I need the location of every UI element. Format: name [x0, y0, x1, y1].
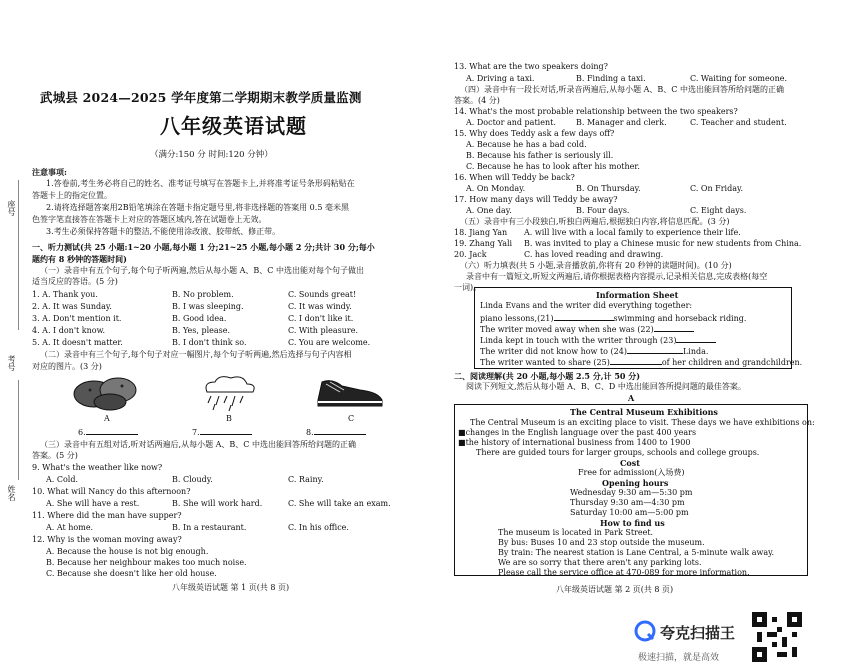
museum-intro: The Central Museum is an exciting place to visit. These days we have exhibitions on: — [470, 418, 815, 427]
section1-instr: （一）录音中有五个句子,每个句子听两遍,然后从每小题 A、B、C 中选出能对每个句子做出 — [40, 266, 364, 275]
question-option: B. In a restaurant. — [172, 523, 247, 532]
sneaker-picture — [312, 370, 388, 412]
blank-line — [314, 426, 366, 435]
question-10: 10. What will Nancy do this afternoon? — [32, 487, 191, 496]
notice-heading: 注意事项: — [32, 167, 67, 177]
info-text: Linda. — [682, 347, 709, 356]
question-option: B. Manager and clerk. — [576, 118, 667, 127]
info-text: piano lessons,(21) — [480, 314, 554, 323]
watermark-subtitle: 极速扫描，就是高效 — [638, 653, 720, 663]
match-option: B. was invited to play a Chinese music for new students from China. — [524, 239, 802, 248]
info-text: The writer did not know how to (24) — [480, 347, 627, 356]
section5-instr: （五）录音中有三小段独白,听独白两遍后,根据独白内容,将信息匹配。(3 分) — [460, 217, 730, 226]
answer-blank-7 — [192, 426, 252, 438]
info-text: of her children and grandchildren. — [661, 358, 803, 367]
question-option: A. Because the house is not big enough. — [46, 547, 209, 556]
section6-instr-cont: 录音中有一篇短文,听短文两遍后,请你根据表格内容提示,记录相关信息,完成表格(每空 — [466, 272, 768, 281]
museum-bullet — [458, 428, 696, 438]
blank-22[interactable] — [654, 323, 694, 332]
watermark-name: 夸克扫描王 — [660, 624, 736, 642]
hours-line: Saturday 10:00 am—5:00 pm — [570, 508, 689, 517]
section2-instr: （二）录音中有三个句子,每个句子对应一幅图片,每个句子听两遍,然后选择与句子内容相 — [40, 350, 352, 359]
hours-heading: Opening hours — [602, 478, 669, 488]
question-option: C. Sounds great! — [288, 290, 357, 299]
answer-blank-8 — [306, 426, 366, 438]
bullet-text: the history of international business from 1400 to 1900 — [465, 438, 691, 447]
part2-heading: 二、阅读理解(共 20 小题,每小题 2.5 分,计 50 分) — [454, 371, 641, 381]
blank-number: 8. — [306, 428, 314, 437]
picture-label-a: A — [104, 414, 110, 423]
find-line: Please call the service office at 470-089 for more information. — [498, 568, 750, 577]
part1-heading: 一、听力测试(共 25 小题:1~20 小题,每小题 1 分;21~25 小题,每小题 2 分;共计 30 分;每小 — [32, 242, 375, 252]
answer-blank-6 — [78, 426, 138, 438]
question-option: 4. A. I don't know. — [32, 326, 106, 335]
info-sheet-title: Information Sheet — [596, 290, 679, 300]
question-option: C. You are welcome. — [288, 338, 371, 347]
section4-instr-cont: 答案。(4 分) — [454, 96, 500, 105]
match-item: 18. Jiang Yan — [454, 228, 508, 237]
info-line: Linda Evans and the writer did everything together: — [480, 301, 693, 310]
scanner-logo-icon — [634, 620, 656, 642]
exam-number-label: 考号 — [7, 355, 16, 371]
question-17: 17. How many days will Teddy be away? — [454, 195, 618, 204]
notice-line: 色签字笔直接答在答题卡上对应的答题区域内,答在试题卷上无效。 — [32, 215, 267, 224]
blank-23[interactable] — [676, 334, 716, 343]
question-14: 14. What's the most probable relationship between the two speakers? — [454, 107, 738, 116]
question-option: C. It was windy. — [288, 302, 352, 311]
question-11: 11. Where did the man have supper? — [32, 511, 182, 520]
question-16: 16. When will Teddy be back? — [454, 173, 575, 182]
question-option: B. She will work hard. — [172, 499, 263, 508]
question-option: A. Cold. — [46, 475, 79, 484]
question-option: A. At home. — [46, 523, 94, 532]
section6-instr-cont2: 一词)。 — [454, 283, 482, 292]
seat-number-label: 座号 — [7, 200, 16, 216]
cost-text: Free for admission(入场费) — [578, 468, 685, 477]
part2-instr: 阅读下列短文,然后从每小题 A、B、C、D 中选出能回答所提问题的最佳答案。 — [466, 382, 746, 391]
museum-tours: There are guided tours for larger groups, schools and college groups. — [476, 448, 760, 457]
notice-line: 3.考生必须保持答题卡的整洁,不能使用涂改液、胶带纸、修正带。 — [46, 227, 281, 236]
question-option: 3. A. Don't mention it. — [32, 314, 122, 323]
match-item: 19. Zhang Yali — [454, 239, 513, 248]
question-option: C. On Friday. — [690, 184, 743, 193]
find-line: The museum is located in Park Street. — [498, 528, 654, 537]
picture-label-b: B — [226, 414, 232, 423]
question-option: C. Teacher and student. — [690, 118, 787, 127]
exam-title: 武城县 2024—2025 学年度第二学期期末教学质量监测 — [40, 90, 362, 105]
museum-title: The Central Museum Exhibitions — [570, 407, 718, 417]
question-option: C. I don't like it. — [288, 314, 354, 323]
hours-line: Wednesday 9:30 am—5:30 pm — [570, 488, 693, 497]
section1-instr-cont: 适当反应的答语。(5 分) — [32, 277, 118, 286]
section3-instr-cont: 答案。(5 分) — [32, 451, 78, 460]
passage-a-label: A — [628, 393, 635, 403]
notice-line: 2.请将选择题答案用2B铅笔填涂在答题卡指定题号里,将非选择题的答案用 0.5 毫米黑 — [46, 203, 349, 212]
section3-instr: （三）录音中有五组对话,听对话两遍后,从每小题 A、B、C 中选出能回答所给问题的正确 — [40, 440, 356, 449]
bullet-text: changes in the English language over the past 400 years — [465, 428, 697, 437]
question-option: B. Because his father is seriously ill. — [466, 151, 614, 160]
question-option: A. Driving a taxi. — [466, 74, 535, 83]
find-heading: How to find us — [600, 518, 665, 528]
question-option: B. Cloudy. — [172, 475, 213, 484]
name-label: 姓名 — [7, 485, 16, 501]
match-option: A. will live with a local family to experience their life. — [524, 228, 741, 237]
blank-25[interactable] — [610, 356, 662, 365]
rain-cloud-picture — [195, 372, 261, 412]
question-option: C. She will take an exam. — [288, 499, 391, 508]
page-footer-right: 八年级英语试题 第 2 页(共 8 页) — [556, 585, 674, 594]
blank-24[interactable] — [627, 345, 683, 354]
question-option: B. On Thursday. — [576, 184, 641, 193]
info-text: The writer moved away when she was (22) — [480, 325, 654, 334]
find-line: By train: The nearest station is Lane Central, a 5-minute walk away. — [498, 548, 775, 557]
blank-number: 7. — [192, 428, 200, 437]
question-option: B. Yes, please. — [172, 326, 231, 335]
paper-title: 八年级英语试题 — [160, 114, 307, 138]
notice-line: 答题卡上的指定位置。 — [32, 191, 112, 200]
section6-instr: （六）听力填表(共 5 小题,录音播放前,你将有 20 秒钟的读题时间)。(10 分) — [460, 261, 732, 270]
square-bullet-icon: ■ — [458, 428, 466, 437]
question-option: B. Four days. — [576, 206, 630, 215]
question-option: C. Rainy. — [288, 475, 324, 484]
cost-heading: Cost — [620, 458, 640, 468]
blank-number: 6. — [78, 428, 86, 437]
info-line — [480, 356, 802, 368]
info-text: swimming and horseback riding. — [613, 314, 747, 323]
question-option: C. Because she doesn't like her old house. — [46, 569, 217, 578]
question-13: 13. What are the two speakers doing? — [454, 62, 608, 71]
question-12: 12. Why is the woman moving away? — [32, 535, 182, 544]
blank-21[interactable] — [554, 312, 614, 321]
question-option: A. One day. — [466, 206, 512, 215]
section2-instr-cont: 对应的图片。(3 分) — [32, 362, 102, 371]
question-option: B. Finding a taxi. — [576, 74, 646, 83]
square-bullet-icon: ■ — [458, 438, 466, 447]
side-divider-2 — [18, 380, 19, 480]
hours-line: Thursday 9:30 am—4:30 pm — [570, 498, 685, 507]
question-option: B. Good idea. — [172, 314, 227, 323]
side-divider-1 — [18, 180, 19, 330]
question-option: 2. A. It was Sunday. — [32, 302, 112, 311]
question-option: 1. A. Thank you. — [32, 290, 98, 299]
qr-code-icon — [752, 612, 802, 662]
score-time: （满分:150 分 时间:120 分钟） — [150, 150, 273, 160]
question-option: C. Eight days. — [690, 206, 747, 215]
question-option: B. I was sleeping. — [172, 302, 244, 311]
potatoes-picture — [72, 370, 142, 412]
info-text: The writer wanted to share (25) — [480, 358, 610, 367]
blank-line — [200, 426, 252, 435]
section4-instr: （四）录音中有一段长对话,听录音两遍后,从每小题 A、B、C 中选出能回答所给问题的正确 — [460, 85, 784, 94]
question-option: 5. A. It doesn't matter. — [32, 338, 123, 347]
match-option: C. has loved reading and drawing. — [524, 250, 664, 259]
find-line: By bus: Buses 10 and 23 stop outside the museum. — [498, 538, 705, 547]
question-option: A. Because he has a bad cold. — [466, 140, 587, 149]
question-option: A. On Monday. — [466, 184, 526, 193]
match-item: 20. Jack — [454, 250, 487, 259]
part1-heading-cont: 题约有 8 秒钟的答题时间) — [32, 254, 127, 264]
question-option: C. Because he has to look after his mother. — [466, 162, 640, 171]
question-option: A. Doctor and patient. — [466, 118, 556, 127]
question-option: B. Because her neighbour makes too much noise. — [46, 558, 247, 567]
question-9: 9. What's the weather like now? — [32, 463, 163, 472]
picture-label-c: C — [348, 414, 355, 423]
question-option: C. In his office. — [288, 523, 349, 532]
question-option: A. She will have a rest. — [46, 499, 140, 508]
question-option: B. No problem. — [172, 290, 234, 299]
museum-bullet — [458, 438, 690, 448]
page-footer-left: 八年级英语试题 第 1 页(共 8 页) — [172, 583, 290, 592]
question-option: C. With pleasure. — [288, 326, 359, 335]
find-line: We are so sorry that there aren't any parking lots. — [498, 558, 702, 567]
question-option: B. I don't think so. — [172, 338, 247, 347]
question-option: C. Waiting for someone. — [690, 74, 787, 83]
info-text: Linda kept in touch with the writer through (23) — [480, 336, 677, 345]
question-15: 15. Why does Teddy ask a few days off? — [454, 129, 615, 138]
blank-line — [86, 426, 138, 435]
notice-line: 1.答卷前,考生务必将自己的姓名、准考证号填写在答题卡上,并将准考证号条形码粘贴在 — [46, 179, 355, 188]
